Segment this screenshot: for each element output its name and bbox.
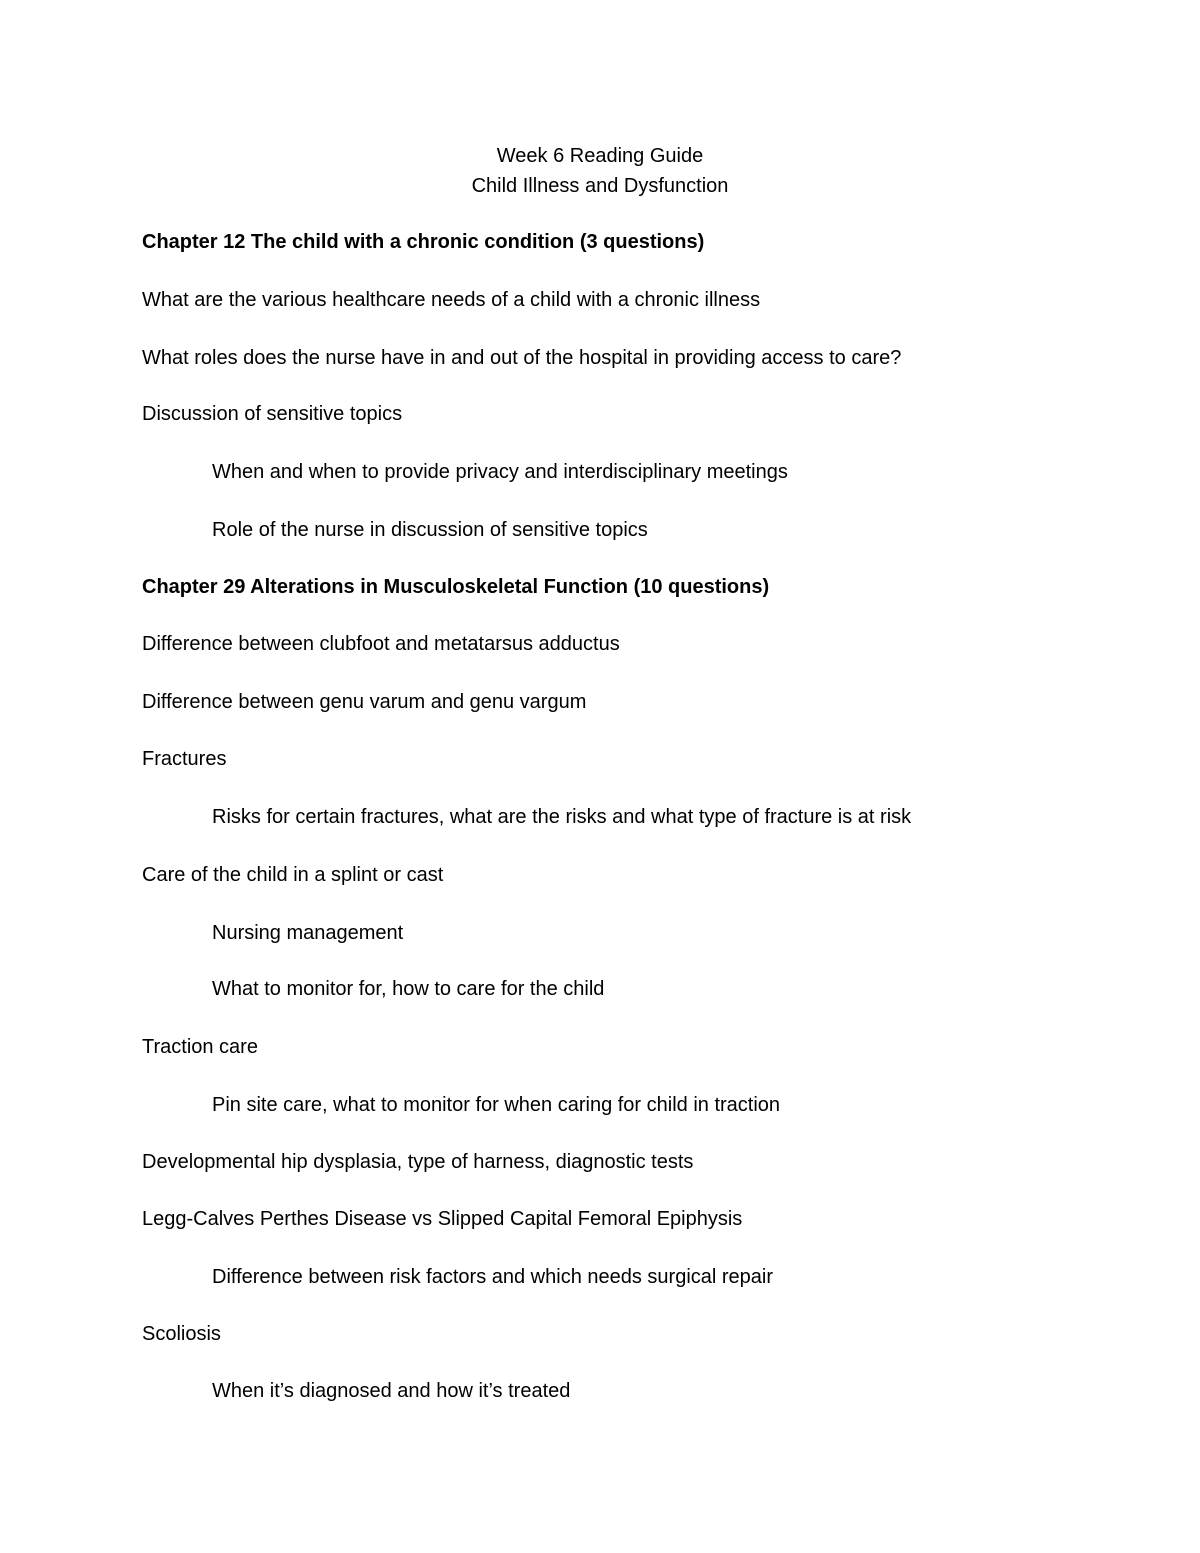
document-subtitle: Child Illness and Dysfunction [471, 175, 729, 197]
list-item: Fractures [142, 748, 227, 770]
sub-list-item: Pin site care, what to monitor for when caring for child in traction [212, 1094, 781, 1116]
list-item: What are the various healthcare needs of a child with a chronic illness [142, 289, 761, 311]
list-item: Legg-Calves Perthes Disease vs Slipped Capital Femoral Epiphysis [142, 1208, 743, 1230]
list-item: Care of the child in a splint or cast [142, 864, 444, 886]
document-title: Week 6 Reading Guide [496, 145, 704, 167]
list-item: What roles does the nurse have in and out of the hospital in providing access to care? [142, 347, 902, 369]
sub-list-item: Risks for certain fractures, what are the risks and what type of fracture is at risk [212, 806, 912, 828]
sub-list-item: Role of the nurse in discussion of sensitive topics [212, 519, 648, 541]
sub-list-item: When it’s diagnosed and how it’s treated [212, 1380, 571, 1402]
chapter-12-heading: Chapter 12 The child with a chronic condition (3 questions) [142, 231, 705, 253]
list-item: Scoliosis [142, 1323, 221, 1345]
chapter-29-heading: Chapter 29 Alterations in Musculoskeletal Function (10 questions) [142, 576, 770, 598]
sub-list-item: Difference between risk factors and which needs surgical repair [212, 1266, 774, 1288]
list-item: Discussion of sensitive topics [142, 403, 403, 425]
sub-list-item: What to monitor for, how to care for the child [212, 978, 605, 1000]
list-item: Traction care [142, 1036, 258, 1058]
list-item: Developmental hip dysplasia, type of harness, diagnostic tests [142, 1151, 694, 1173]
sub-list-item: Nursing management [212, 922, 404, 944]
sub-list-item: When and when to provide privacy and interdisciplinary meetings [212, 461, 788, 483]
list-item: Difference between genu varum and genu vargum [142, 691, 587, 713]
list-item: Difference between clubfoot and metatarsus adductus [142, 633, 620, 655]
